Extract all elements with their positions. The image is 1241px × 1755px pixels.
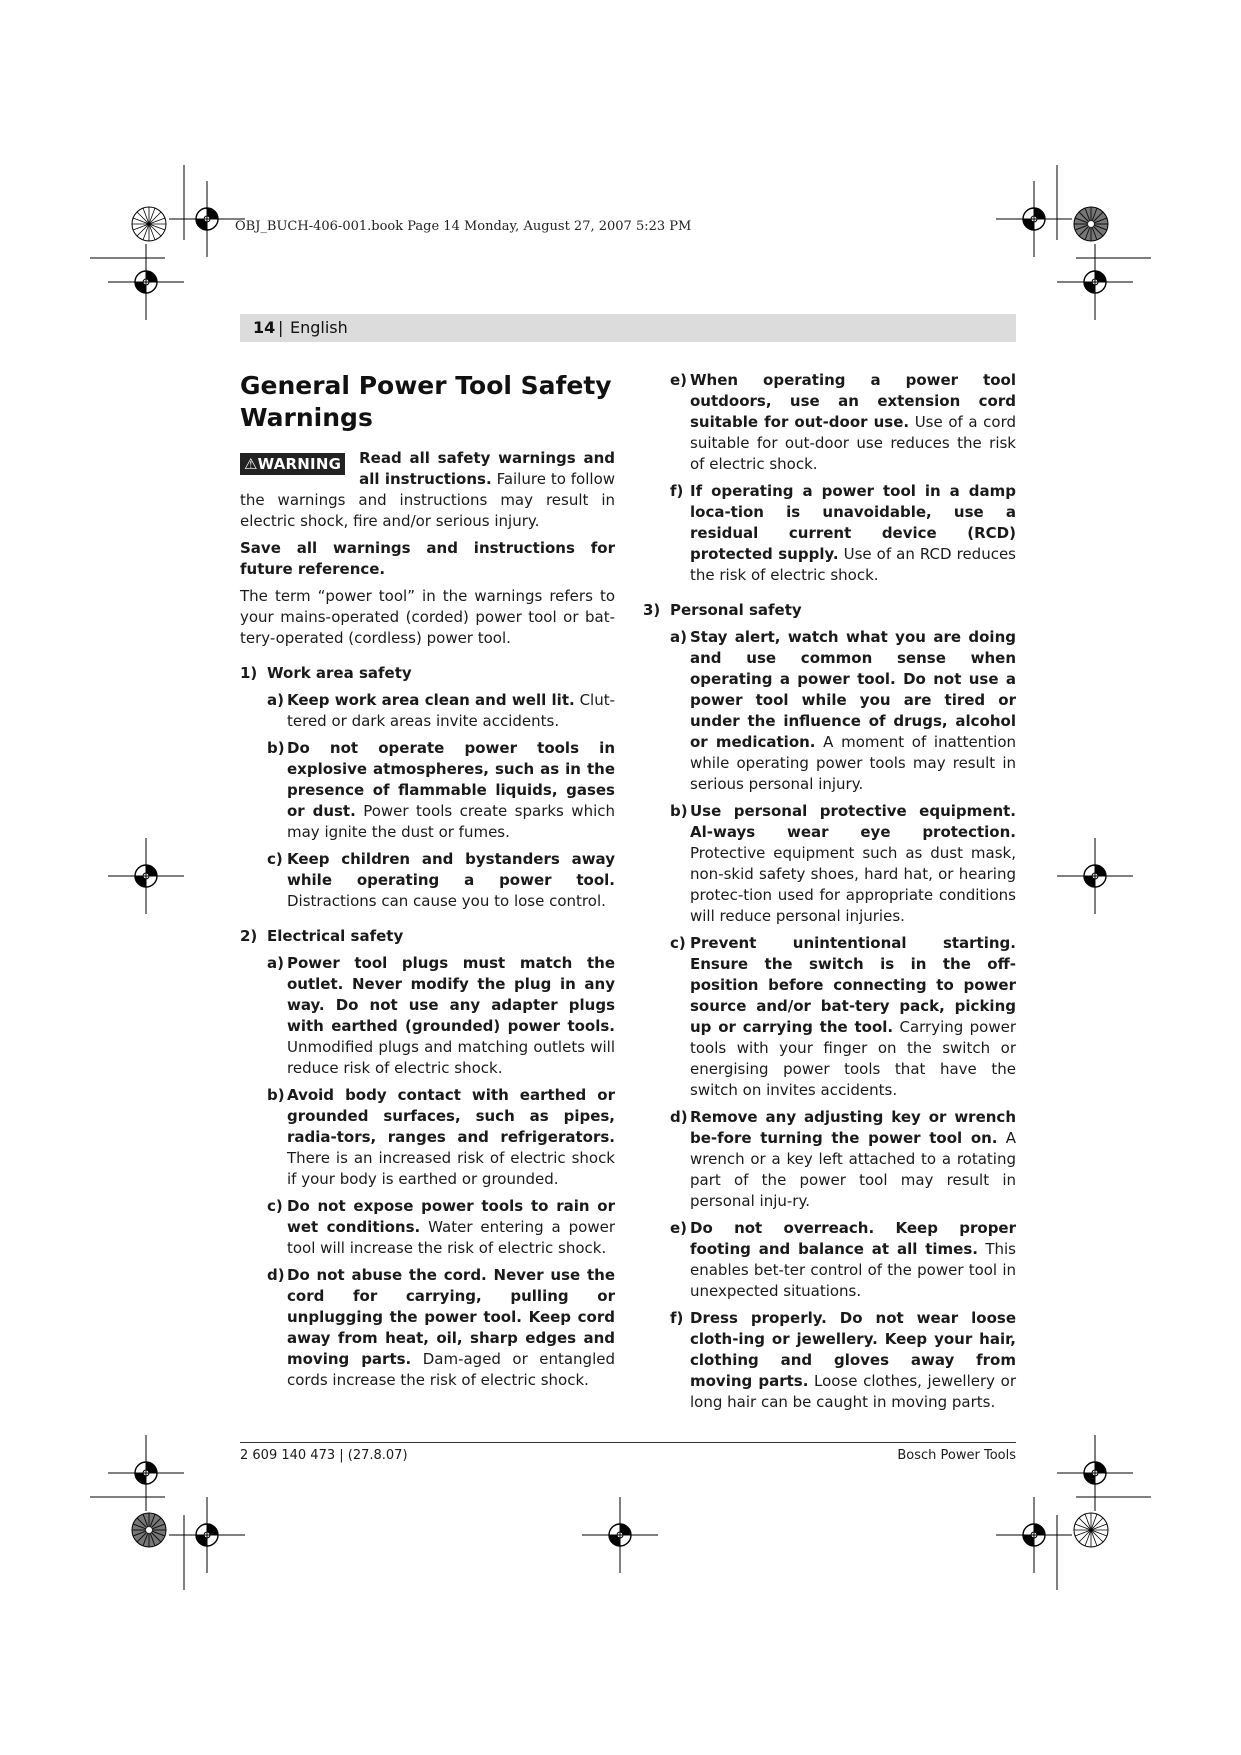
section-heading: 3) Personal safety: [643, 601, 802, 619]
list-item: c) Keep children and bystanders away while operating a power tool. Distractions can cause you to lose control.: [267, 850, 615, 910]
running-header: [240, 314, 1016, 342]
list-item: f) If operating a power tool in a damp loca-tion is unavoidable, use a residual current device (RCD) protected supply. Use of an RCD reduces the risk of electric shock.: [670, 482, 1016, 584]
warning-bold: Read all safety warnings and all instructions.: [359, 449, 615, 488]
warning-triangle-icon: ⚠: [244, 455, 258, 473]
list-item: a) Power tool plugs must match the outlet. Never modify the plug in any way. Do not use any adapter plugs with earthed (grounded) power tools. Unmodified plugs and matching outlets will reduce risk of electric shock.: [267, 954, 615, 1077]
list-item: f) Dress properly. Do not wear loose cloth-ing or jewellery. Keep your hair, clothing and gloves away from moving parts. Loose clothes, jewellery or long hair can be caught in moving parts.: [670, 1309, 1017, 1411]
list-item: d) Do not abuse the cord. Never use the cord for carrying, pulling or unplugging the power tool. Keep cord away from heat, oil, sharp edges and moving parts. Dam-aged or entangled cords increase the risk of electric shock.: [267, 1266, 615, 1389]
footer-brand: Bosch Power Tools: [897, 1448, 1016, 1463]
footer-doc-number: 2 609 140 473 | (27.8.07): [240, 1448, 408, 1463]
page-number: 14: [253, 318, 276, 337]
list-item: a) Stay alert, watch what you are doing and use common sense when operating a power tool. Do not use a power tool while you are tired or under the influence of drugs, alcohol or medication. A moment of inattention while operating power tools may result in serious personal injury.: [670, 628, 1016, 793]
list-item: c) Prevent unintentional starting. Ensure the switch is in the off-position before connecting to power source and/or bat-tery pack, picking up or carrying the tool. Carrying power tools with your finger on the switch or energising power tools that have the switch on invites accidents.: [670, 934, 1016, 1099]
list-item: e) Do not overreach. Keep proper footing and balance at all times. This enables bet-ter control of the power tool in unexpected situations.: [670, 1219, 1016, 1300]
warning-badge: ⚠WARNING: [240, 453, 345, 475]
list-item: b) Use personal protective equipment. Al-ways wear eye protection. Protective equipment such as dust mask, non-skid safety shoes, hard hat, or hearing protec-tion used for appropriate conditions will reduce personal injuries.: [670, 802, 1016, 925]
list-item: b) Do not operate power tools in explosive atmospheres, such as in the presence of flammable liquids, gases or dust. Power tools create sparks which may ignite the dust or fumes.: [267, 739, 615, 841]
footer-divider: [240, 1442, 1016, 1443]
left-column: [240, 370, 615, 1397]
save-note: Save all warnings and instructions for future reference.: [240, 539, 615, 578]
section-heading: 2) Electrical safety: [240, 927, 404, 945]
section-heading: 1) Work area safety: [240, 664, 412, 682]
list-item: b) Avoid body contact with earthed or grounded surfaces, such as pipes, radia-tors, ranges and refrigerators. There is an increased risk of electric shock if your body is earthed or grounded.: [267, 1086, 615, 1188]
term-note: The term “power tool” in the warnings refers to your mains-operated (corded) power tool or bat-tery-operated (cordless) power tool.: [240, 587, 615, 647]
list-item: a) Keep work area clean and well lit. Clut-tered or dark areas invite accidents.: [267, 691, 616, 730]
list-item: d) Remove any adjusting key or wrench be-fore turning the power tool on. A wrench or a key left attached to a rotating part of the power tool may result in personal inju-ry.: [670, 1108, 1017, 1210]
header-separator: |: [278, 318, 284, 337]
page-title: General Power Tool Safety Warnings: [240, 371, 612, 432]
right-column: [643, 370, 1016, 1419]
list-item: e) When operating a power tool outdoors, use an extension cord suitable for out-door use. Use of a cord suitable for out-door use reduces the risk of electric shock.: [670, 371, 1017, 473]
warning-paragraph: [240, 448, 615, 532]
warning-text: Failure to follow the warnings and instructions may result in electric shock, fire and/or serious injury.: [240, 470, 616, 530]
header-language: English: [290, 318, 348, 337]
list-item: c) Do not expose power tools to rain or wet conditions. Water entering a power tool will increase the risk of electric shock.: [267, 1197, 615, 1257]
print-header: OBJ_BUCH-406-001.book Page 14 Monday, August 27, 2007 5:23 PM: [235, 219, 692, 234]
